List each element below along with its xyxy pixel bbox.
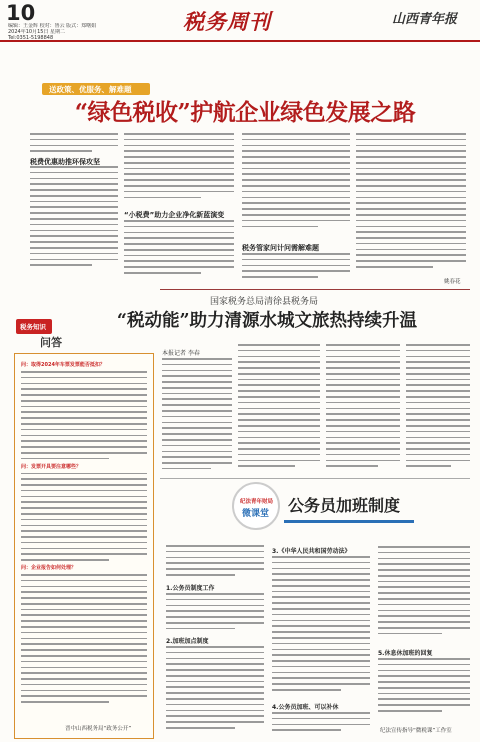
qa-content	[21, 362, 147, 707]
meta-line-editors: 编辑：王金辉 校对：鲁云 版式：郑曙娟	[8, 23, 97, 29]
article1-headline: “绿色税收”护航企业绿色发展之路	[74, 99, 416, 126]
volunteer-col1-text-b	[166, 593, 264, 633]
volunteer-header	[232, 480, 432, 535]
article1-col3-text	[242, 133, 350, 239]
page-number: 10	[6, 1, 36, 25]
qa-badge	[16, 319, 74, 351]
qa-question-3: 问：企业报告如何处理？	[21, 565, 77, 571]
volunteer-title-bar	[284, 520, 414, 523]
article1-subhead-1: 税费优惠助推环保攻坚	[30, 158, 100, 166]
article1-col2-text-b	[124, 220, 234, 282]
section-title: 税务周刊	[183, 9, 271, 34]
volunteer-divider	[160, 478, 470, 479]
volunteer-logo-top: 纪法青年财局	[240, 499, 274, 505]
volunteer-subhead-1: 1.公务员制度工作	[166, 585, 215, 592]
article1-col3-text-b	[242, 253, 350, 283]
article2-author: 本报记者 李春	[162, 350, 200, 357]
article1-subhead-2: “小税费”助力企业净化新蓝演变	[124, 211, 225, 219]
article1-credit: 姚春花	[444, 279, 461, 285]
article2-col3-text	[326, 344, 400, 476]
article1-col4-text	[356, 133, 466, 275]
qa-badge-top-text: 税务知识	[20, 323, 46, 331]
article2-col1-text	[162, 358, 232, 478]
volunteer-col2-text-b	[272, 712, 370, 738]
qa-question-1: 问：取得2024年车票发票能否抵扣？	[21, 362, 105, 368]
volunteer-logo	[232, 482, 280, 530]
volunteer-col3-text-b	[378, 658, 470, 720]
article1-col1-text-b	[30, 166, 118, 280]
volunteer-credit: 纪法宣传指导“微税课”工作室	[380, 728, 452, 734]
article-divider	[160, 289, 470, 290]
volunteer-subhead-5: 5.休息休加班的回复	[378, 650, 433, 657]
volunteer-logo-bottom: 微课堂	[242, 509, 270, 519]
article2-col4-text	[406, 344, 470, 476]
article2-col2-text	[238, 344, 320, 476]
qa-question-2: 问：发票开具要注意哪些？	[21, 463, 82, 470]
article1-col1-text	[30, 133, 118, 155]
volunteer-subhead-2: 2.加班加点制度	[166, 638, 209, 645]
volunteer-col3-text	[378, 546, 470, 644]
masthead	[0, 0, 480, 42]
volunteer-subhead-3: 3.《中华人民共和国劳动法》	[272, 548, 351, 555]
article1-col2-text	[124, 133, 234, 207]
volunteer-title: 公务员加班制度	[288, 496, 401, 515]
volunteer-col2-text	[272, 556, 370, 698]
volunteer-col1-text-c	[166, 646, 264, 736]
qa-badge-bottom: 问答	[40, 336, 62, 349]
volunteer-col1-text	[166, 545, 264, 579]
volunteer-subhead-4: 4.公务员加班、可以补休	[272, 704, 339, 711]
meta-line-date: 2024年10月15日 星期二	[8, 29, 66, 35]
qa-credit: 晋中山西税务局“政务公开”	[65, 726, 132, 732]
meta-line-phone: Tel:0351-5198848	[8, 35, 54, 41]
paper-logo: 山西青年报	[392, 12, 458, 27]
article2-headline: “税动能”助力清源水城文旅热持续升温	[116, 311, 418, 331]
qa-box	[14, 353, 154, 739]
masthead-meta	[8, 23, 128, 41]
article1-subhead-3: 税务管家问计问需解难题	[242, 244, 319, 252]
article1-banner-text: 送政策、优服务、解难题	[49, 85, 132, 94]
article2-kicker: 国家税务总局清徐县税务局	[209, 297, 318, 307]
qa-badge-top	[16, 319, 52, 334]
